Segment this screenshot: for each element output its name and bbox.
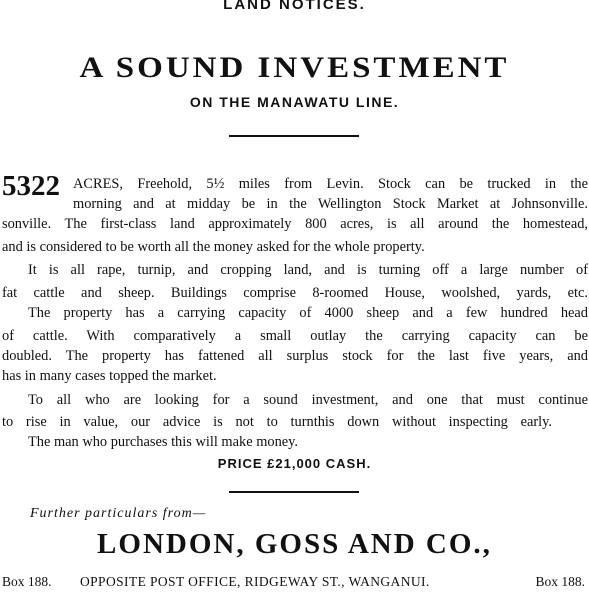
divider-bottom: [229, 491, 359, 493]
address-box-right: Box 188.: [535, 574, 585, 589]
advert-subtitle: ON THE MANAWATU LINE.: [189, 94, 400, 110]
body-line: The man who purchases this will make money.: [28, 434, 299, 450]
body-line: and is considered to be worth all the money asked for the whole property.: [2, 239, 425, 255]
body-line: has in many cases topped the market.: [2, 368, 217, 384]
body-line: morning and at midday be in the Wellington Stock Market at Johnsonville.: [73, 196, 588, 212]
body-line: It is all rape, turnip, and cropping land, and is turning off a large number of: [28, 262, 588, 278]
section-heading: LAND NOTICES.: [223, 0, 366, 13]
further-particulars: Further particulars from—: [30, 506, 207, 521]
lot-number: 5322: [2, 170, 60, 202]
body-line: ACRES, Freehold, 5½ miles from Levin. Stock can be trucked in the: [73, 176, 588, 192]
body-line: sonville. The first-class land approximately 800 acres, is all around the homestead,: [2, 216, 588, 232]
address-box-left: Box 188.: [2, 574, 52, 589]
body-line: to rise in value, our advice is not to turnthis down without inspecting early.: [2, 414, 552, 430]
body-line: of cattle. With comparatively a small outlay the carrying capacity can be: [2, 328, 588, 344]
body-line: doubled. The property has fattened all surplus stock for the last five years, and: [2, 348, 588, 364]
advert-title: A SOUND INVESTMENT: [79, 51, 510, 85]
body-line: The property has a carrying capacity of 4000 sheep and a few hundred head: [28, 305, 588, 321]
divider-top: [229, 135, 359, 137]
address: OPPOSITE POST OFFICE, RIDGEWAY ST., WANGANUI.: [80, 574, 430, 589]
price: PRICE £21,000 CASH.: [217, 456, 372, 471]
body-line: fat cattle and sheep. Buildings comprise 8-roomed House, woolshed, yards, etc.: [2, 285, 588, 301]
company-name: LONDON, GOSS AND CO.,: [97, 528, 492, 560]
body-line: To all who are looking for a sound investment, and one that must continue: [28, 392, 588, 408]
